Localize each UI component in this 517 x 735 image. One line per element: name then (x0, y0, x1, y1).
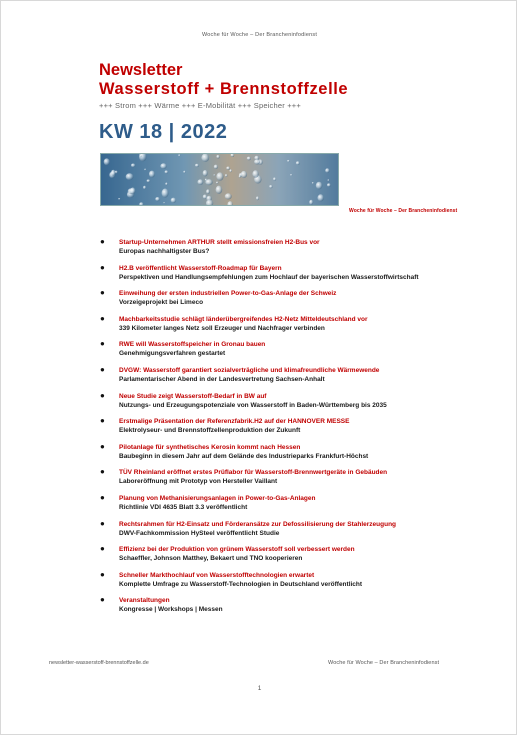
newsletter-topic: Wasserstoff + Brennstoffzelle (99, 80, 349, 98)
item-headline[interactable]: H2.B veröffentlicht Wasserstoff-Roadmap für Bayern (119, 264, 282, 272)
item-headline[interactable]: Machbarkeitsstudie schlägt länderübergreifendes H2-Netz Mitteldeutschland vor (119, 315, 368, 323)
water-drop (312, 182, 314, 184)
water-drop (149, 171, 155, 178)
water-drop (118, 198, 120, 200)
bullet-icon: ● (100, 313, 105, 323)
bullet-icon: ● (100, 262, 105, 272)
water-drop (104, 158, 110, 165)
list-item (99, 366, 429, 384)
item-subline: Komplette Umfrage zu Wasserstoff-Technologien in Deutschland veröffentlicht (119, 580, 363, 588)
water-drop (163, 202, 165, 204)
water-drop (183, 171, 185, 174)
water-drop (144, 169, 146, 171)
footer-website[interactable]: newsletter-wasserstoff-brennstoffzelle.de (49, 660, 149, 666)
water-drop (309, 200, 313, 205)
item-subline: Vorzeigeprojekt bei Limeco (119, 299, 204, 307)
water-drop (216, 182, 218, 184)
water-drop (287, 160, 290, 162)
water-drop (269, 185, 272, 188)
water-drop (203, 170, 208, 176)
bullet-icon: ● (100, 288, 105, 298)
water-drop (216, 186, 223, 194)
bullet-icon: ● (100, 390, 105, 400)
water-drop (195, 164, 199, 167)
water-drop (225, 193, 232, 199)
water-drop (229, 169, 232, 172)
footer-tagline: Woche für Woche – Der Brancheninfodienst (328, 660, 440, 666)
item-subline: Genehmigungsverfahren gestartet (119, 350, 226, 358)
list-item (99, 520, 429, 538)
water-drop (328, 179, 330, 181)
water-drop (206, 189, 210, 194)
list-item (99, 340, 429, 358)
item-subline: Baubeginn in diesem Jahr auf dem Gelände des Industrieparks Frankfurt-Höchst (119, 452, 369, 460)
item-headline[interactable]: Planung von Methanisierungsanlagen in Power-to-Gas-Anlagen (119, 494, 316, 502)
list-item (99, 443, 429, 461)
water-drop (147, 179, 151, 182)
water-drop (162, 189, 169, 198)
water-drops-image (101, 154, 338, 205)
water-drop (296, 161, 300, 165)
water-drop (256, 196, 259, 200)
bullet-icon: ● (100, 518, 105, 528)
tagline: Woche für Woche – Der Brancheninfodienst (349, 208, 458, 214)
item-headline[interactable]: TÜV Rheinland eröffnet erstes Prüflabor für Wasserstoff-Brennwertgeräte in Gebäuden (119, 469, 388, 477)
water-drop (226, 167, 230, 170)
item-headline[interactable]: RWE will Wasserstoffspeicher in Gronau bauen (119, 341, 266, 349)
issue-number: KW 18 | 2022 (99, 121, 228, 143)
list-item (99, 494, 429, 512)
item-subline: Elektrolyseur- und Brennstoffzellenproduktion der Zukunft (119, 427, 301, 435)
list-item (99, 545, 429, 563)
water-drop (216, 155, 219, 159)
water-drop (143, 186, 146, 190)
list-item (99, 571, 429, 589)
bullet-icon: ● (100, 467, 105, 477)
water-drop (198, 179, 204, 185)
water-drop (290, 174, 292, 176)
item-headline[interactable]: Schneller Markthochlauf von Wasserstofftechnologien erwartet (119, 571, 315, 579)
item-headline[interactable]: Erstmalige Präsentation der Referenzfabrik.H2 auf der HANNOVER MESSE (119, 418, 350, 426)
running-header: Woche für Woche – Der Brancheninfodienst (201, 32, 318, 38)
water-drop (214, 165, 218, 169)
page-number: 1 (257, 685, 262, 692)
item-headline[interactable]: Pilotanlage für synthetisches Kerosin kommt nach Hessen (119, 443, 301, 451)
water-drop (171, 198, 176, 203)
water-drop (111, 170, 116, 176)
item-headline[interactable]: Rechtsrahmen für H2-Einsatz und Förderansätze zur Defossilisierung der Stahlerzeugung (119, 520, 397, 528)
water-drop (327, 183, 331, 187)
bullet-icon: ● (100, 595, 105, 605)
item-subline: Richtlinie VDI 4635 Blatt 3.3 veröffentlicht (119, 503, 248, 511)
banner-image (100, 153, 339, 206)
water-drop (325, 168, 329, 173)
list-item (99, 264, 429, 282)
bullet-icon: ● (100, 416, 105, 426)
item-headline[interactable]: Startup-Unternehmen ARTHUR stellt emissionsfreien H2-Bus vor (119, 239, 320, 246)
water-drop (214, 174, 216, 176)
item-subline: Laboreröffnung mit Prototyp von Hersteller Vaillant (119, 478, 278, 486)
bullet-icon: ● (100, 441, 105, 451)
bullet-icon: ● (100, 237, 105, 246)
water-drop (126, 173, 134, 180)
water-drop (241, 171, 247, 178)
water-drop (252, 170, 258, 178)
water-drop (205, 179, 212, 185)
water-drop (239, 175, 241, 178)
list-item (99, 468, 429, 486)
water-drop (318, 194, 324, 201)
list-item (99, 289, 429, 307)
item-subline: Nutzungs- und Erzeugungspotenziale von Wasserstoff in Baden-Württemberg bis 2035 (119, 401, 387, 409)
item-subline: 339 Kilometer langes Netz soll Erzeuger und Nachfrager verbinden (119, 324, 325, 332)
bullet-icon: ● (100, 492, 105, 502)
water-drop (254, 159, 260, 164)
bullet-icon: ● (100, 339, 105, 349)
water-drop (165, 170, 169, 173)
item-subline: Perspektiven und Handlungsempfehlungen zum Hochlauf der bayerischen Wasserstoffwirtschaft (119, 273, 419, 281)
list-item (99, 315, 429, 333)
water-drop (131, 164, 135, 168)
item-subline: DWV-Fachkommission HySteel veröffentlicht Studie (119, 529, 280, 537)
list-item (99, 238, 429, 256)
item-headline[interactable]: Effizienz bei der Produktion von grünem Wasserstoff soll verbessert werden (119, 546, 355, 554)
item-subline: Schaeffler, Johnson Matthey, Bekaert und TNO kooperieren (119, 555, 303, 563)
water-drop (140, 155, 142, 157)
list-item (99, 392, 429, 410)
water-drop (225, 174, 227, 177)
item-headline[interactable]: Veranstaltungen (119, 597, 170, 605)
item-subline: Kongresse | Workshops | Messen (119, 606, 223, 614)
item-subline: Parlamentarischer Abend in der Landesvertretung Sachsen-Anhalt (119, 375, 325, 383)
news-list (99, 238, 429, 622)
water-drop (165, 183, 167, 186)
water-drop (273, 177, 276, 180)
item-headline[interactable]: Neue Studie zeigt Wasserstoff-Bedarf in BW auf (119, 392, 267, 400)
item-headline[interactable]: DVGW: Wasserstoff garantiert sozialverträgliche und klimafreundliche Wärmewende (119, 366, 380, 374)
water-drop (160, 163, 166, 169)
item-headline[interactable]: Einweihung der ersten industriellen Power-to-Gas-Anlage der Schweiz (119, 290, 337, 298)
water-drop (216, 172, 223, 180)
bullet-icon: ● (100, 364, 105, 374)
list-item (99, 596, 429, 614)
item-subline: Europas nachhaltigster Bus? (119, 248, 210, 255)
title-block (99, 61, 348, 110)
topic-subtitle: +++ Strom +++ Wärme +++ E-Mobilität +++ Speicher +++ (99, 101, 301, 110)
water-drop (247, 157, 251, 161)
water-drop (155, 197, 160, 201)
bullet-icon: ● (100, 544, 105, 554)
bullet-icon: ● (100, 569, 105, 579)
water-drop (316, 182, 323, 190)
newsletter-title: Newsletter (99, 61, 183, 79)
list-item (99, 417, 429, 435)
water-drop (130, 188, 135, 195)
water-drop (178, 154, 180, 156)
